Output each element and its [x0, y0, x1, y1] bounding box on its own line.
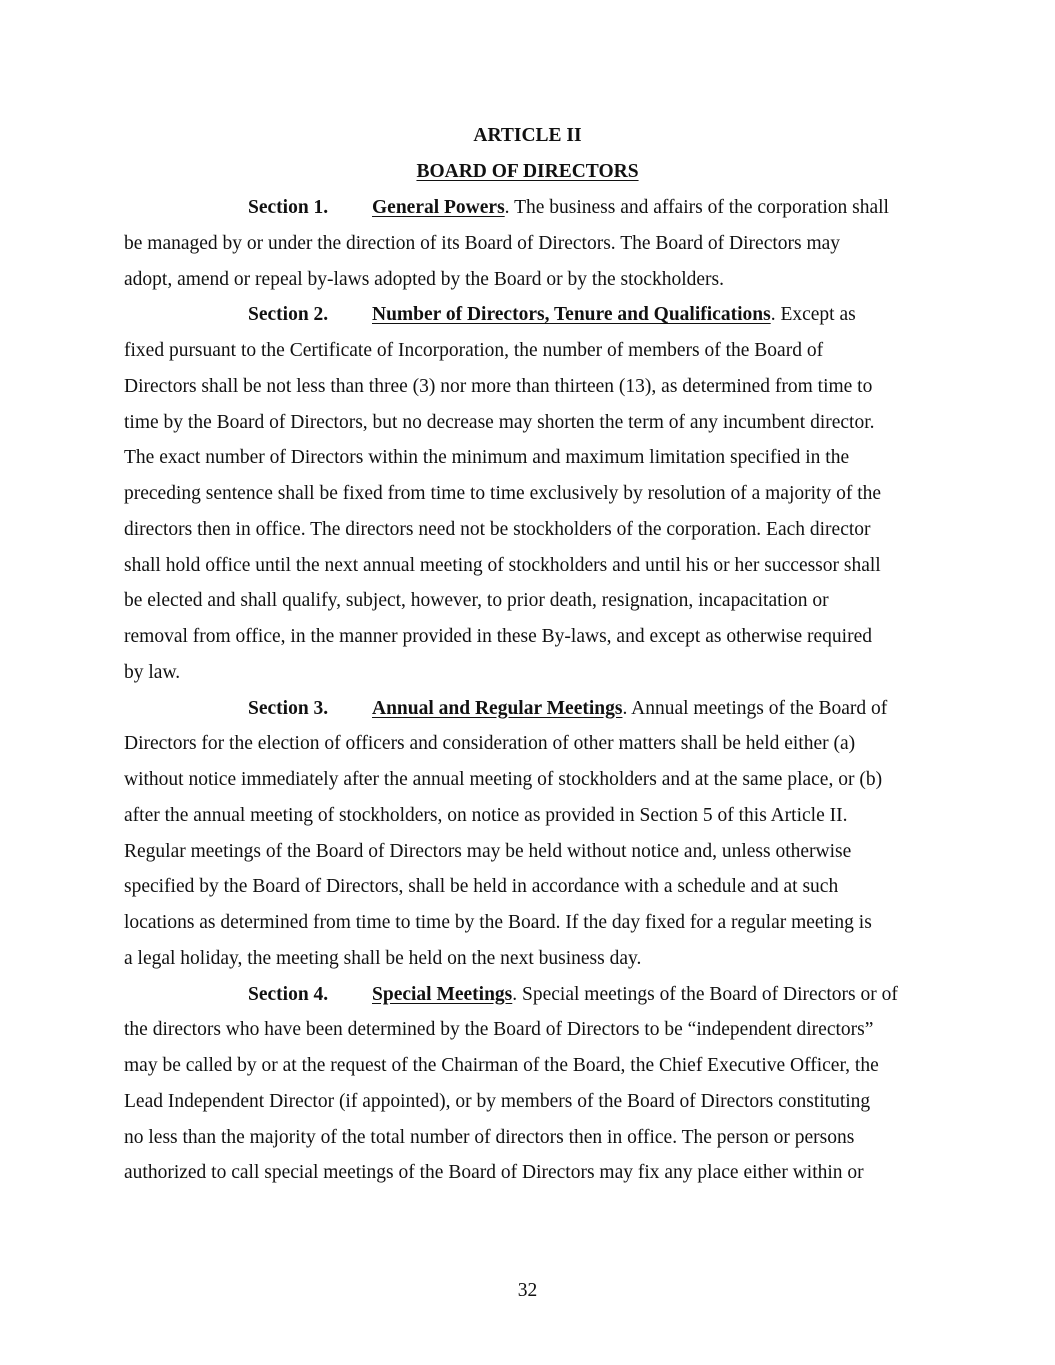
section-label: Section 4.	[248, 983, 329, 1005]
text-line: locations as determined from time to time by the Board. If the day fixed for a regular meeting is	[124, 912, 872, 933]
body-text	[124, 190, 934, 1191]
text-line: be managed by or under the direction of its Board of Directors. The Board of Directors may	[124, 232, 841, 254]
section-title: Annual and Regular Meetings	[372, 697, 623, 719]
section-title: Number of Directors, Tenure and Qualifications	[372, 304, 771, 326]
text-line: The exact number of Directors within the minimum and maximum limitation specified in the	[124, 447, 850, 469]
section-title: Special Meetings	[372, 983, 513, 1005]
text-line: fixed pursuant to the Certificate of Incorporation, the number of members of the Board of	[124, 340, 824, 361]
page-number: 32	[517, 1280, 538, 1301]
text-line: Directors for the election of officers and consideration of other matters shall be held either (a)	[124, 733, 856, 755]
text-line: a legal holiday, the meeting shall be held on the next business day.	[124, 947, 642, 969]
section-4	[124, 977, 934, 1192]
section-first-line	[124, 691, 934, 727]
text-line: after the annual meeting of stockholders, on notice as provided in Section 5 of this Article II.	[124, 804, 848, 826]
board-heading: BOARD OF DIRECTORS	[416, 161, 639, 182]
text-line: shall hold office until the next annual meeting of stockholders and until his or her successor shall	[124, 554, 881, 576]
text-line: preceding sentence shall be fixed from time to time exclusively by resolution of a majority of the	[124, 483, 882, 504]
text-line: adopt, amend or repeal by-laws adopted by the Board or by the stockholders.	[124, 268, 724, 290]
section-first-line-text: . Annual meetings of the Board of	[622, 697, 888, 719]
section-first-line	[124, 190, 934, 226]
section-first-line-text: . Except as	[770, 304, 856, 326]
section-first-line-text: . The business and affairs of the corporation shall	[504, 197, 889, 218]
section-first-line	[124, 297, 934, 333]
text-line: Regular meetings of the Board of Directors may be held without notice and, unless otherwise	[124, 840, 852, 862]
text-line: by law.	[124, 661, 181, 683]
section-label: Section 1.	[248, 197, 329, 218]
section-3	[124, 691, 934, 977]
text-line: Directors shall be not less than three (3) nor more than thirteen (13), as determined from time to	[124, 375, 873, 397]
section-label: Section 3.	[248, 697, 329, 719]
text-line: without notice immediately after the annual meeting of stockholders and at the same place, or (b)	[124, 769, 883, 790]
section-first-line	[124, 977, 934, 1013]
text-line: directors then in office. The directors need not be stockholders of the corporation. Each director	[124, 518, 871, 540]
board-heading-wrapper	[0, 154, 1055, 190]
text-line: Lead Independent Director (if appointed), or by members of the Board of Directors constituting	[124, 1090, 871, 1112]
section-first-line-text: . Special meetings of the Board of Directors or of	[512, 983, 898, 1005]
section-label: Section 2.	[248, 304, 329, 326]
text-line: removal from office, in the manner provided in these By-laws, and except as otherwise required	[124, 626, 872, 647]
text-line: authorized to call special meetings of the Board of Directors may fix any place either within or	[124, 1162, 864, 1184]
text-line: time by the Board of Directors, but no decrease may shorten the term of any incumbent director.	[124, 411, 875, 433]
section-1	[124, 190, 934, 297]
section-2	[124, 297, 934, 690]
article-heading: ARTICLE II	[473, 125, 582, 146]
text-line: the directors who have been determined by the Board of Directors to be “independent directors”	[124, 1019, 874, 1041]
section-title: General Powers	[372, 197, 505, 218]
text-line: no less than the majority of the total number of directors then in office. The person or persons	[124, 1126, 855, 1148]
text-line: be elected and shall qualify, subject, however, to prior death, resignation, incapacitation or	[124, 590, 829, 612]
text-line: specified by the Board of Directors, shall be held in accordance with a schedule and at such	[124, 876, 839, 898]
text-line: may be called by or at the request of the Chairman of the Board, the Chief Executive Officer, the	[124, 1055, 879, 1076]
